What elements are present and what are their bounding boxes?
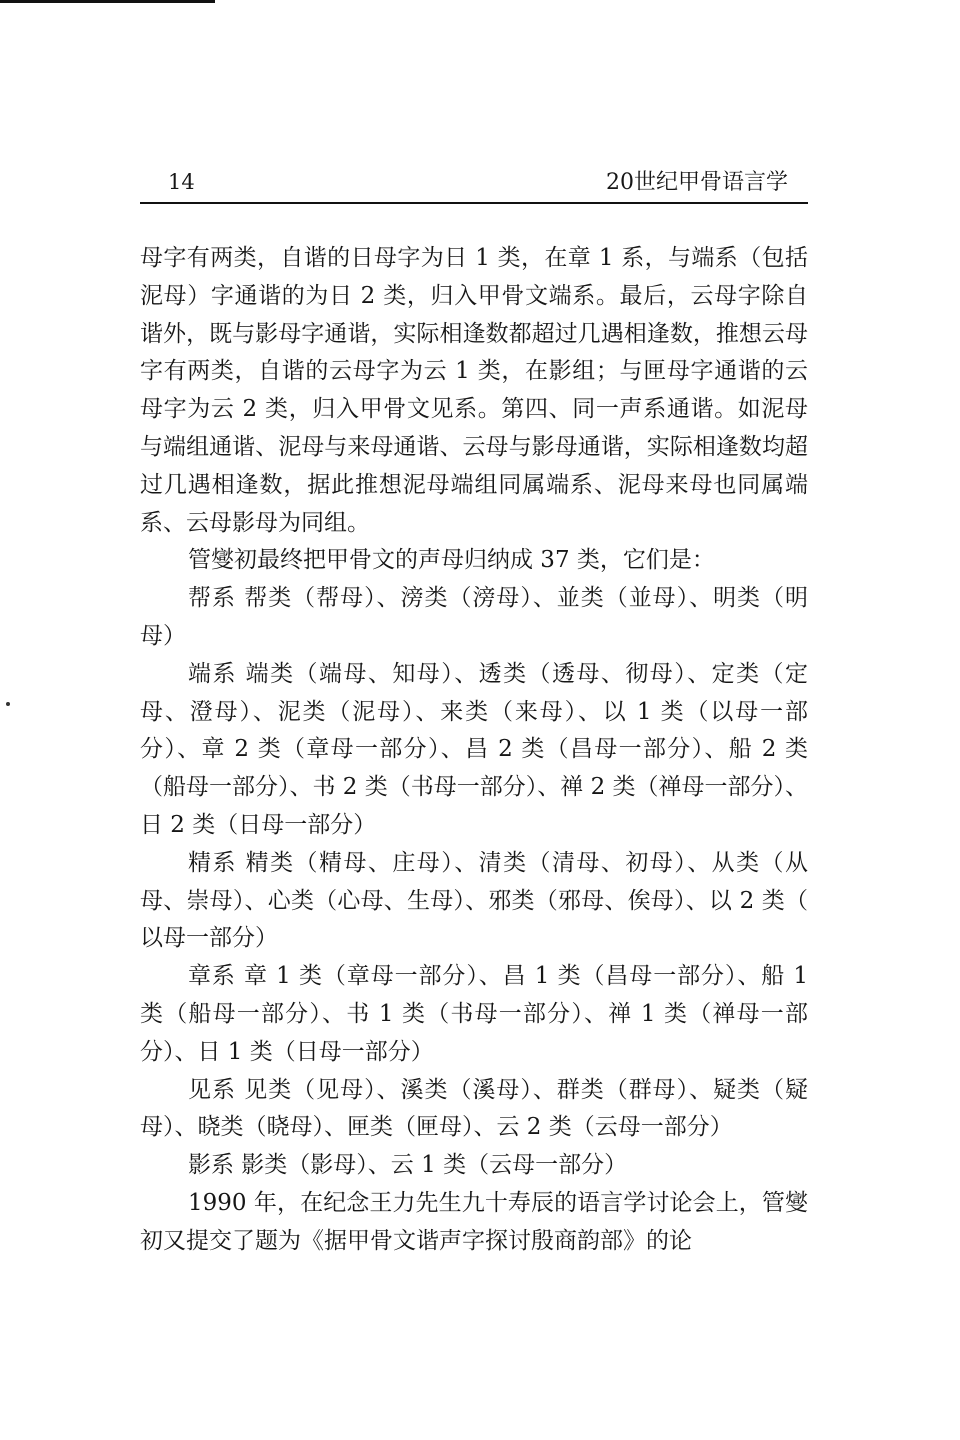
scan-corner-rule [0, 0, 215, 3]
paragraph: 1990 年，在纪念王力先生九十寿辰的语言学讨论会上，管燮初又提交了题为《据甲骨文谐声字探讨殷商韵部》的论 [140, 1189, 808, 1254]
scan-speck [6, 702, 10, 706]
initials-group-ying: 影系 影类（影母）、云 1 类（云母一部分） [188, 1152, 628, 1179]
initials-group-zhang: 章系 章 1 类（章母一部分）、昌 1 类（昌母一部分）、船 1 类（船母一部分）、书 1 类（书母一部分）、禅 1 类（禅母一部分）、日 1 类（日母一部分） [140, 963, 808, 1065]
initials-group-duan: 端系 端类（端母、知母）、透类（透母、彻母）、定类（定母、澄母）、泥类（泥母）、来类（来母）、以 1 类（以母一部分）、章 2 类（章母一部分）、昌 2 类（昌母一部分）、船 2 类（船母一部分）、书 2 类（书母一部分）、禅 2 类（禅母一部分）、日 2 类（日母一部分） [140, 660, 809, 838]
paragraph: 管燮初最终把甲骨文的声母归纳成 37 类，它们是： [188, 547, 715, 574]
body-text [140, 240, 808, 1261]
paragraph: 母字有两类，自谐的日母字为日 1 类，在章 1 系，与端系（包括泥母）字通谐的为日 2 类，归入甲骨文端系。最后，云母字除自谐外，既与影母字通谐，实际相逢数都超过几遇相逢数，推想云母字有两类，自谐的云母字为云 1 类，在影组；与匣母字通谐的云母字为云 2 类，归入甲骨文见系。第四、同一声系通谐。如泥母与端组通谐、泥母与来母通谐、云母与影母通谐，实际相逢数均超过几遇相逢数，据此推想泥母端组同属端系、泥母来母也同属端系、云母影母为同组。 [140, 245, 808, 536]
initials-group-jian: 见系 见类（见母）、溪类（溪母）、群类（群母）、疑类（疑母）、晓类（晓母）、匣类（匣母）、云 2 类（云母一部分） [140, 1076, 808, 1141]
header-rule [140, 202, 808, 204]
running-title: 20世纪甲骨语言学 [606, 170, 788, 195]
initials-group-bang: 帮系 帮类（帮母）、滂类（滂母）、並类（並母）、明类（明母） [140, 585, 808, 649]
page-number: 14 [168, 170, 195, 194]
initials-group-jing: 精系 精类（精母、庄母）、清类（清母、初母）、从类（从母、崇母）、心类（心母、生母）、邪类（邪母、俟母）、以 2 类（ 以母一部分） [140, 849, 808, 952]
